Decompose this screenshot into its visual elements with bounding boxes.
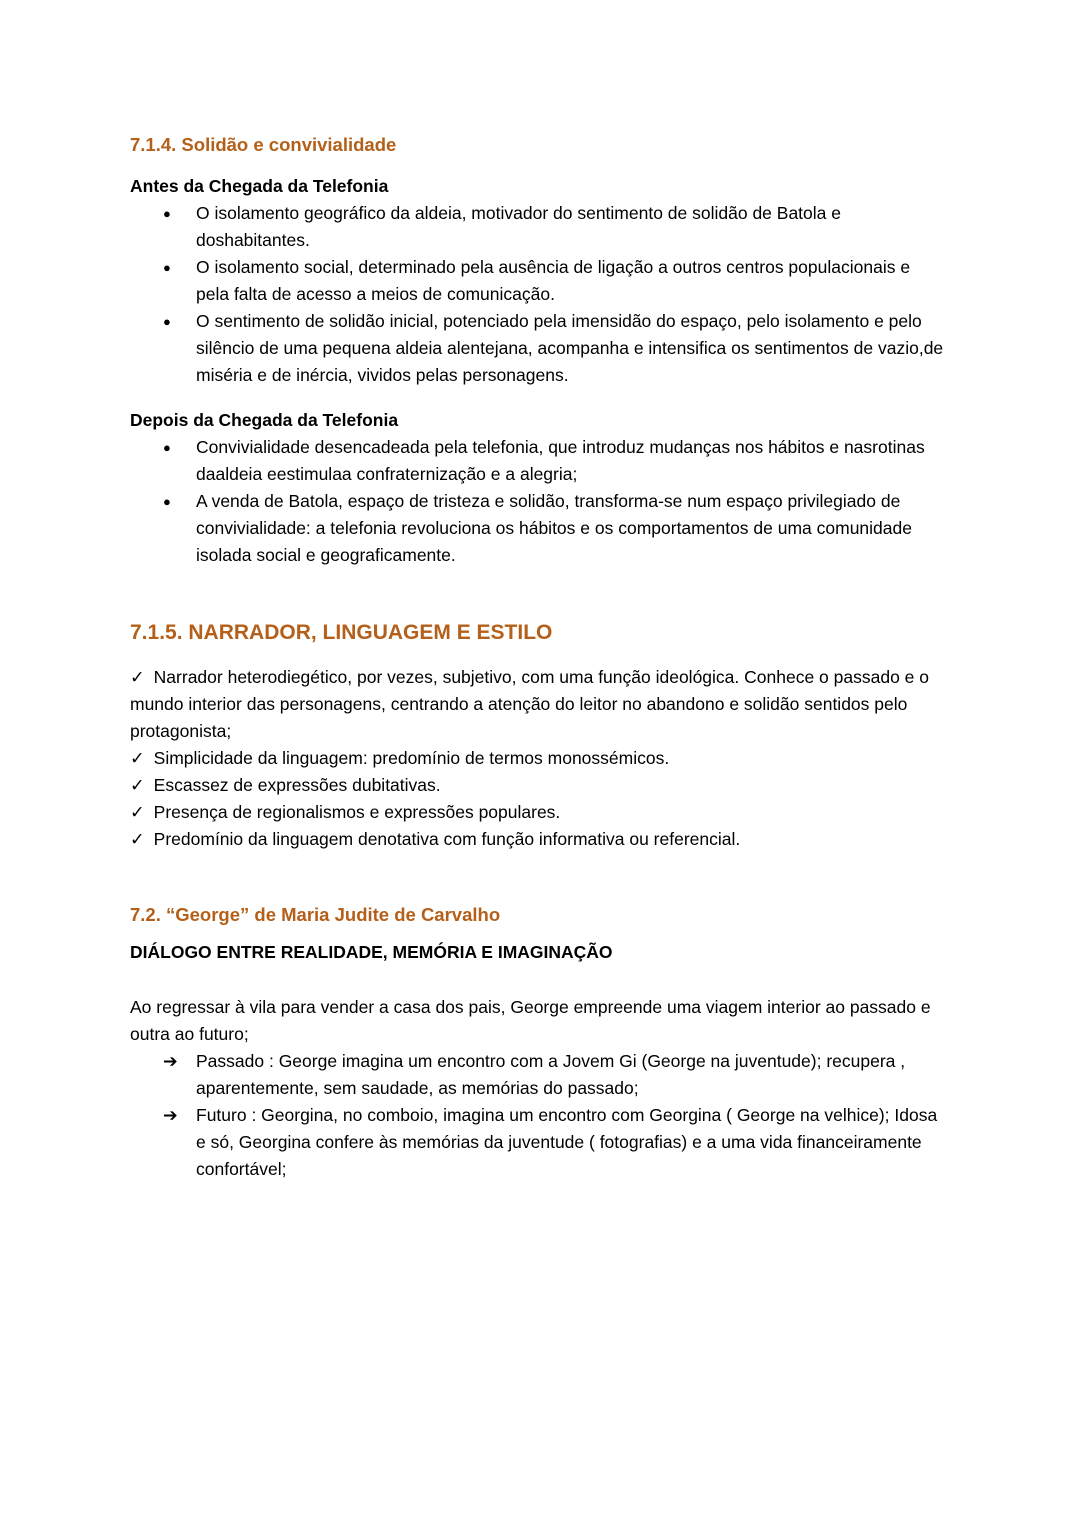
check-line-text: Presença de regionalismos e expressões populares. xyxy=(153,802,561,822)
check-line-text: Simplicidade da linguagem: predomínio de termos monossémicos. xyxy=(153,748,670,768)
arrow-list xyxy=(130,1048,945,1183)
bullet-icon: ● xyxy=(163,314,171,329)
check-line xyxy=(130,664,945,745)
list-item-text: Futuro : Georgina, no comboio, imagina um encontro com Georgina ( George na velhice); Idosa e só, Georgina confere às memórias da juventude ( fotografias) e a uma vida financeiramente confortável; xyxy=(196,1105,938,1179)
check-icon: ✓ xyxy=(130,802,145,822)
check-line xyxy=(130,745,945,772)
section-heading-7-2: 7.2. “George” de Maria Judite de Carvalho xyxy=(130,904,501,925)
intro-paragraph: Ao regressar à vila para vender a casa dos pais, George empreende uma viagem interior ao passado e outra ao futuro; xyxy=(130,997,931,1044)
check-icon: ✓ xyxy=(130,829,145,849)
list-item xyxy=(130,488,945,569)
check-icon: ✓ xyxy=(130,775,145,795)
list-item-text: O isolamento social, determinado pela ausência de ligação a outros centros populacionais e pela falta de acesso a meios de comunicação. xyxy=(196,257,911,304)
section-7-1-5 xyxy=(130,619,945,853)
list-item xyxy=(130,308,945,389)
check-icon: ✓ xyxy=(130,667,145,687)
list-item xyxy=(130,1048,945,1102)
arrow-icon: ➔ xyxy=(163,1051,178,1071)
bullet-icon: ● xyxy=(163,494,171,509)
check-line-text: Predomínio da linguagem denotativa com função informativa ou referencial. xyxy=(153,829,741,849)
bullet-icon: ● xyxy=(163,440,171,455)
bullet-list-antes xyxy=(130,200,945,389)
list-item xyxy=(130,254,945,308)
subheading-depois-telefonia: Depois da Chegada da Telefonia xyxy=(130,410,399,430)
list-item xyxy=(130,434,945,488)
section-heading-7-1-5: 7.1.5. NARRADOR, LINGUAGEM E ESTILO xyxy=(130,621,553,644)
bullet-icon: ● xyxy=(163,260,171,275)
subheading-dialogo: DIÁLOGO ENTRE REALIDADE, MEMÓRIA E IMAGINAÇÃO xyxy=(130,942,613,962)
check-icon: ✓ xyxy=(130,748,145,768)
list-item-text: A venda de Batola, espaço de tristeza e solidão, transforma-se num espaço privilegiado de convivialidade: a telefonia revoluciona os hábitos e os comportamentos de uma comunidade isolada social e geograficamente. xyxy=(196,491,912,565)
check-line xyxy=(130,826,945,853)
check-line-text: Narrador heterodiegético, por vezes, subjetivo, com uma função ideológica. Conhece o passado e o mundo interior das personagens, centrando a atenção do leitor no abandono e solidão sentidos pelo protagonista; xyxy=(130,667,929,741)
list-item-text: Convivialidade desencadeada pela telefonia, que introduz mudanças nos hábitos e nasrotinas daaldeia eestimulaa confraternização e a alegria; xyxy=(196,437,925,484)
list-item xyxy=(130,1102,945,1183)
section-7-1-4 xyxy=(130,133,945,569)
list-item-text: Passado : George imagina um encontro com a Jovem Gi (George na juventude); recupera , aparentemente, sem saudade, as memórias do passado; xyxy=(196,1051,906,1098)
check-line-text: Escassez de expressões dubitativas. xyxy=(153,775,441,795)
subheading-antes-telefonia: Antes da Chegada da Telefonia xyxy=(130,176,389,196)
list-item-text: O isolamento geográfico da aldeia, motivador do sentimento de solidão de Batola e doshabitantes. xyxy=(196,203,841,250)
list-item-text: O sentimento de solidão inicial, potenciado pela imensidão do espaço, pelo isolamento e pelo silêncio de uma pequena aldeia alentejana, acompanha e intensifica os sentimentos de vazio,de miséria e de inércia, vividos pelas personagens. xyxy=(196,311,944,385)
section-7-2 xyxy=(130,903,945,1183)
check-line xyxy=(130,799,945,826)
bullet-list-depois xyxy=(130,434,945,569)
list-item xyxy=(130,200,945,254)
bullet-icon: ● xyxy=(163,206,171,221)
section-heading-7-1-4: 7.1.4. Solidão e convivialidade xyxy=(130,134,397,155)
arrow-icon: ➔ xyxy=(163,1105,178,1125)
check-line xyxy=(130,772,945,799)
